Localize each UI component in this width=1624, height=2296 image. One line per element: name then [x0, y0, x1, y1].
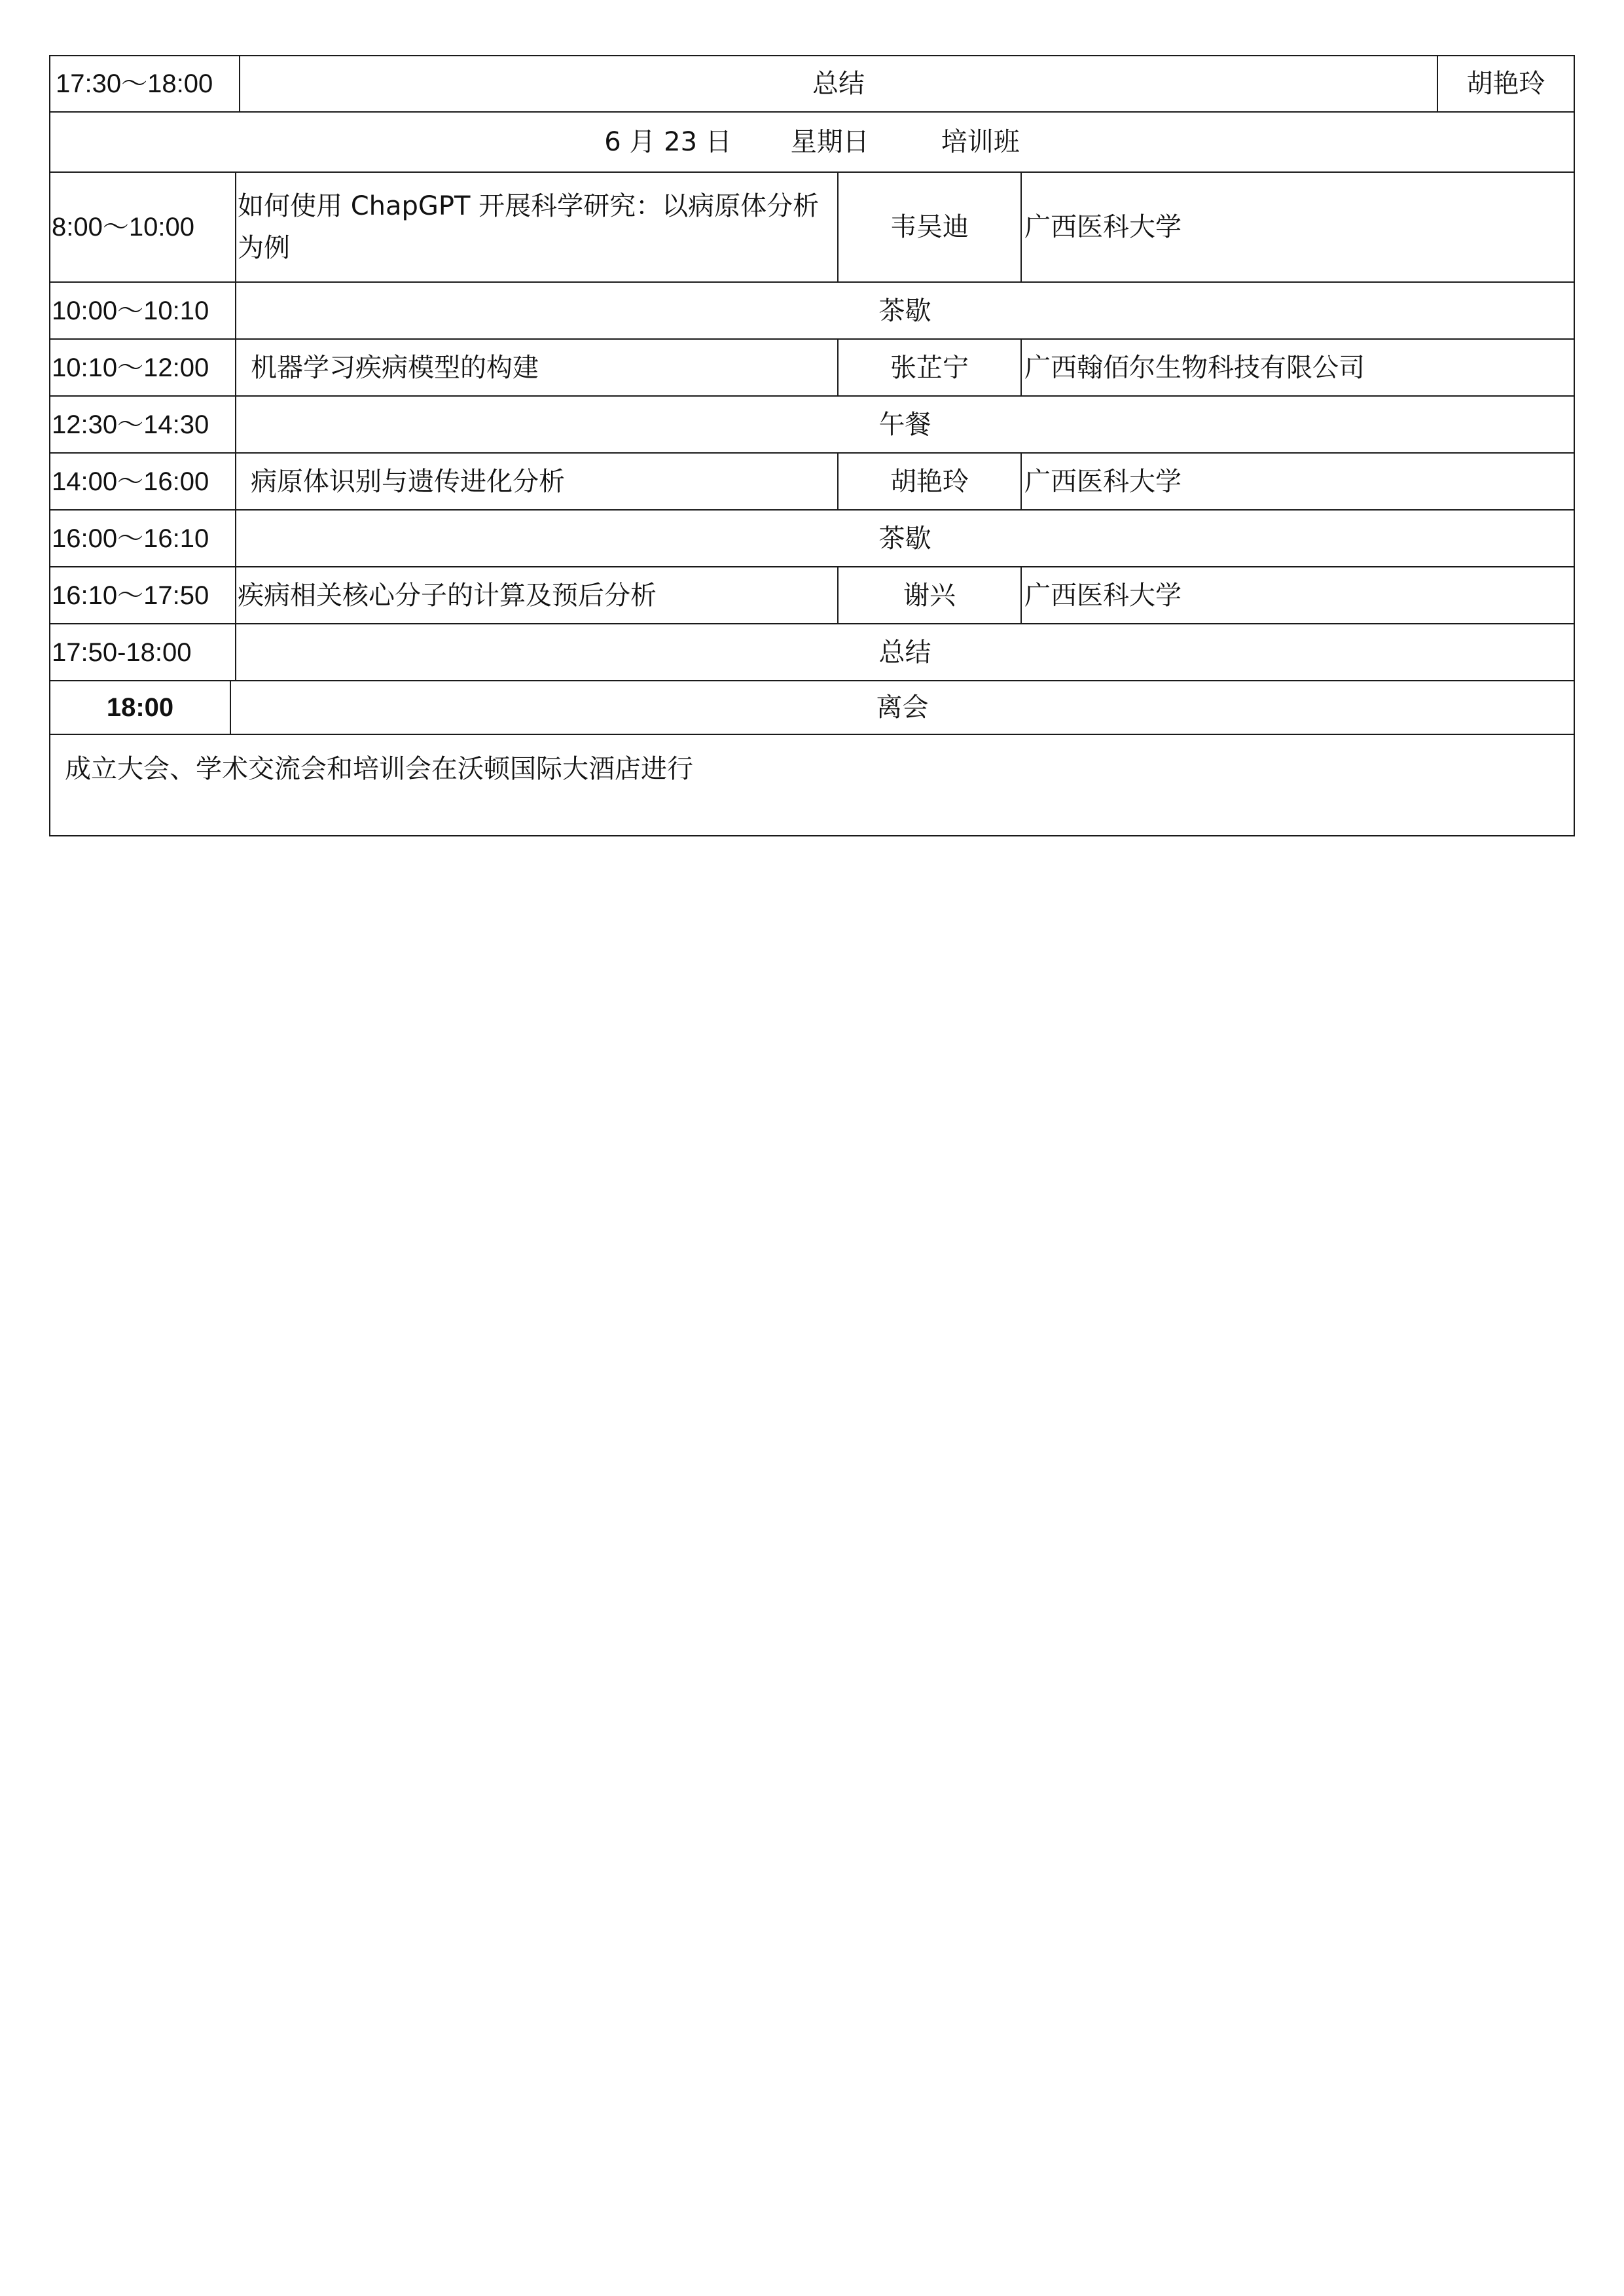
day-weekday: 星期日	[790, 127, 869, 157]
table-row	[50, 624, 1574, 681]
time-cell: 10:00～10:10	[50, 283, 236, 338]
org-cell: 广西医科大学	[1024, 466, 1182, 497]
topic-cell: 疾病相关核心分子的计算及预后分析	[236, 567, 839, 623]
schedule-table	[49, 55, 1575, 836]
topic-cell: 机器学习疾病模型的构建	[236, 340, 839, 395]
span-cell: 午餐	[878, 409, 931, 440]
venue-note: 成立大会、学术交流会和培训会在沃顿国际大酒店进行	[65, 754, 693, 784]
time-cell: 17:30～18:00	[50, 56, 240, 111]
time-cell: 16:00～16:10	[50, 511, 236, 566]
day-date: 6 月 23 日	[604, 127, 732, 157]
table-row	[50, 567, 1574, 624]
table-row	[50, 340, 1574, 397]
speaker-cell: 胡艳玲	[839, 454, 1022, 509]
day-header	[50, 113, 1574, 171]
org-cell: 广西医科大学	[1024, 580, 1182, 611]
span-cell: 茶歇	[878, 295, 931, 326]
table-row	[50, 397, 1574, 454]
time-cell: 12:30～14:30	[50, 397, 236, 452]
topic-cell: 病原体识别与遗传进化分析	[236, 454, 839, 509]
session-title: 总结	[240, 56, 1438, 111]
table-row	[50, 511, 1574, 567]
topic-cell: 如何使用 ChapGPT 开展科学研究：以病原体分析为例	[236, 173, 839, 281]
table-row	[50, 283, 1574, 340]
time-cell: 16:10～17:50	[50, 567, 236, 623]
org-cell: 广西翰佰尔生物科技有限公司	[1024, 352, 1365, 383]
table-row	[50, 173, 1574, 283]
table-row	[50, 454, 1574, 511]
speaker-cell: 张芷宁	[839, 340, 1022, 395]
time-cell: 8:00～10:00	[50, 173, 236, 281]
span-cell: 茶歇	[878, 523, 931, 554]
day-header-row	[50, 113, 1574, 173]
time-cell: 17:50-18:00	[50, 624, 236, 680]
time-cell: 10:10～12:00	[50, 340, 236, 395]
speaker-cell: 韦吴迪	[839, 173, 1022, 281]
table-row	[50, 56, 1574, 113]
org-cell: 广西医科大学	[1024, 212, 1182, 242]
speaker-cell: 胡艳玲	[1466, 69, 1545, 99]
time-cell: 18:00	[50, 681, 231, 734]
table-row	[50, 681, 1574, 735]
span-cell: 总结	[878, 637, 931, 668]
note-row	[50, 735, 1574, 835]
time-cell: 14:00～16:00	[50, 454, 236, 509]
day-event: 培训班	[941, 127, 1020, 157]
speaker-cell: 谢兴	[839, 567, 1022, 623]
span-cell: 离会	[876, 692, 929, 723]
